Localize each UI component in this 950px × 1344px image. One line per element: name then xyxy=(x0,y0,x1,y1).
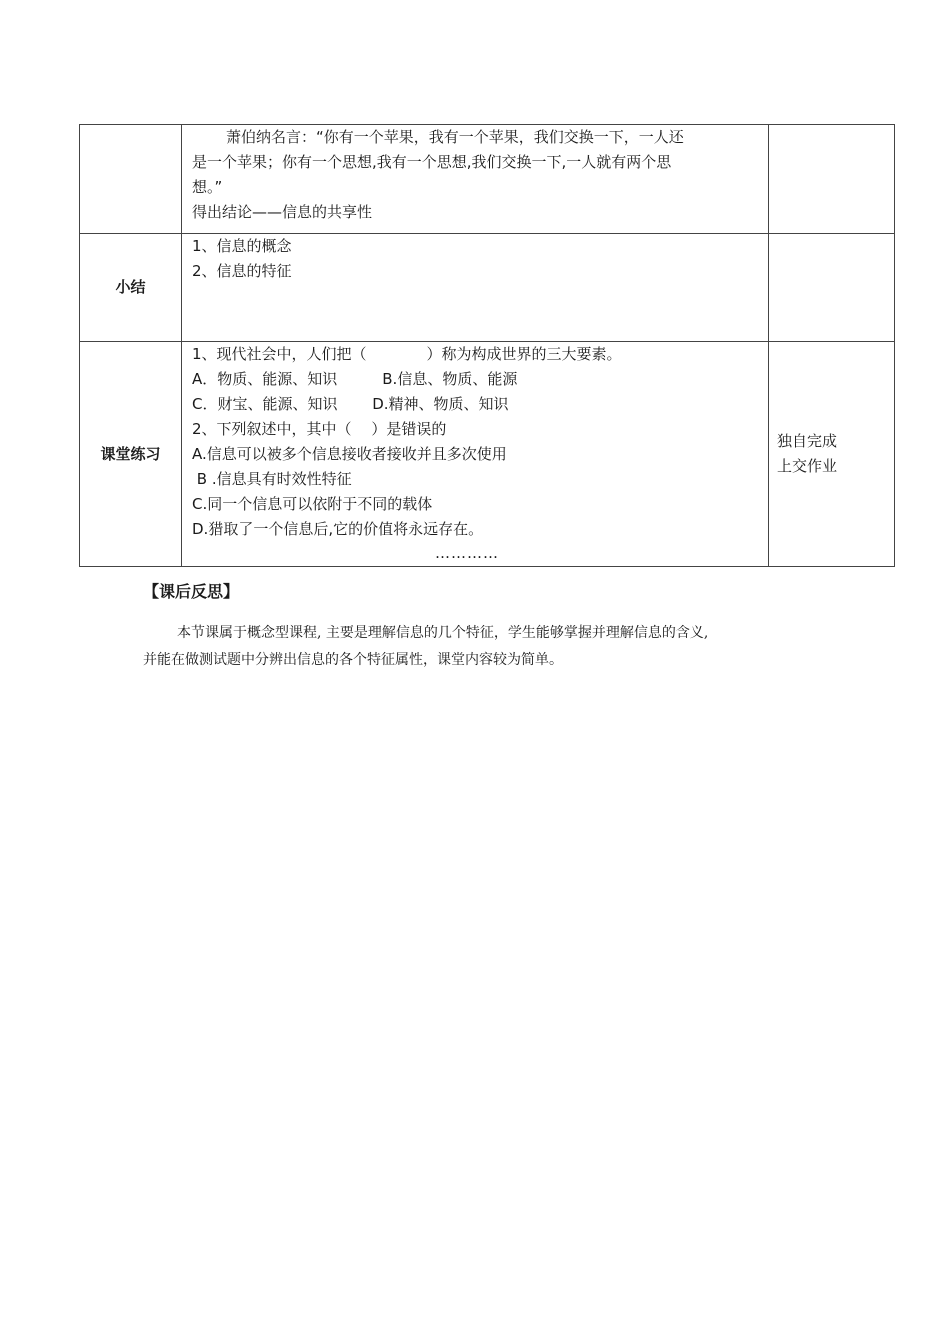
summary-item-2: 2、信息的特征 xyxy=(192,262,292,280)
exercise-q2-option-c: C.同一个信息可以依附于不同的载体 xyxy=(192,495,433,513)
quote-line-3: 想。” xyxy=(192,178,223,196)
quote-line-2: 是一个苹果；你有一个思想,我有一个思想,我们交换一下,一人就有两个思 xyxy=(192,153,672,171)
summary-cell xyxy=(182,234,769,342)
quote-line-1: 萧伯纳名言：“你有一个苹果，我有一个苹果，我们交换一下，一人还 xyxy=(226,128,684,146)
quote-cell xyxy=(182,125,769,234)
exercise-ellipsis: ………… xyxy=(435,544,499,562)
table-row-summary xyxy=(80,234,895,342)
table-row-quote xyxy=(80,125,895,234)
lesson-plan-table xyxy=(79,124,895,567)
conclusion-text: 得出结论——信息的共享性 xyxy=(192,203,373,221)
exercise-question-2: 2、下列叙述中，其中（ ）是错误的 xyxy=(192,420,447,438)
exercise-cell xyxy=(182,342,769,567)
exercise-q1-options-cd: C．财宝、能源、知识 D.精神、物质、知识 xyxy=(192,395,509,413)
exercise-q2-option-a: A.信息可以被多个信息接收者接收并且多次使用 xyxy=(192,445,507,463)
reflection-line-2: 并能在做测试题中分辨出信息的各个特征属性，课堂内容较为简单。 xyxy=(143,652,563,668)
row-label-empty xyxy=(80,125,182,234)
exercise-question-1: 1、现代社会中，人们把（ ）称为构成世界的三大要素。 xyxy=(192,345,622,363)
exercise-note-cell xyxy=(769,342,895,567)
exercise-q2-option-b: B .信息具有时效性特征 xyxy=(192,470,352,488)
note-cell-empty xyxy=(769,125,895,234)
row-label-summary: 小结 xyxy=(80,234,182,342)
reflection-title: 【课后反思】 xyxy=(143,582,240,601)
exercise-q2-option-d: D.猎取了一个信息后,它的价值将永远存在。 xyxy=(192,520,484,538)
summary-note-cell xyxy=(769,234,895,342)
row-label-exercise: 课堂练习 xyxy=(80,342,182,567)
table-row-exercise xyxy=(80,342,895,567)
reflection-body xyxy=(143,620,823,674)
exercise-q1-options-ab: A．物质、能源、知识 B.信息、物质、能源 xyxy=(192,370,518,388)
exercise-note-line-1: 独自完成 xyxy=(777,432,838,450)
reflection-line-1: 本节课属于概念型课程, 主要是理解信息的几个特征，学生能够掌握并理解信息的含义, xyxy=(177,625,709,641)
exercise-note-line-2: 上交作业 xyxy=(777,457,838,475)
summary-item-1: 1、信息的概念 xyxy=(192,237,292,255)
